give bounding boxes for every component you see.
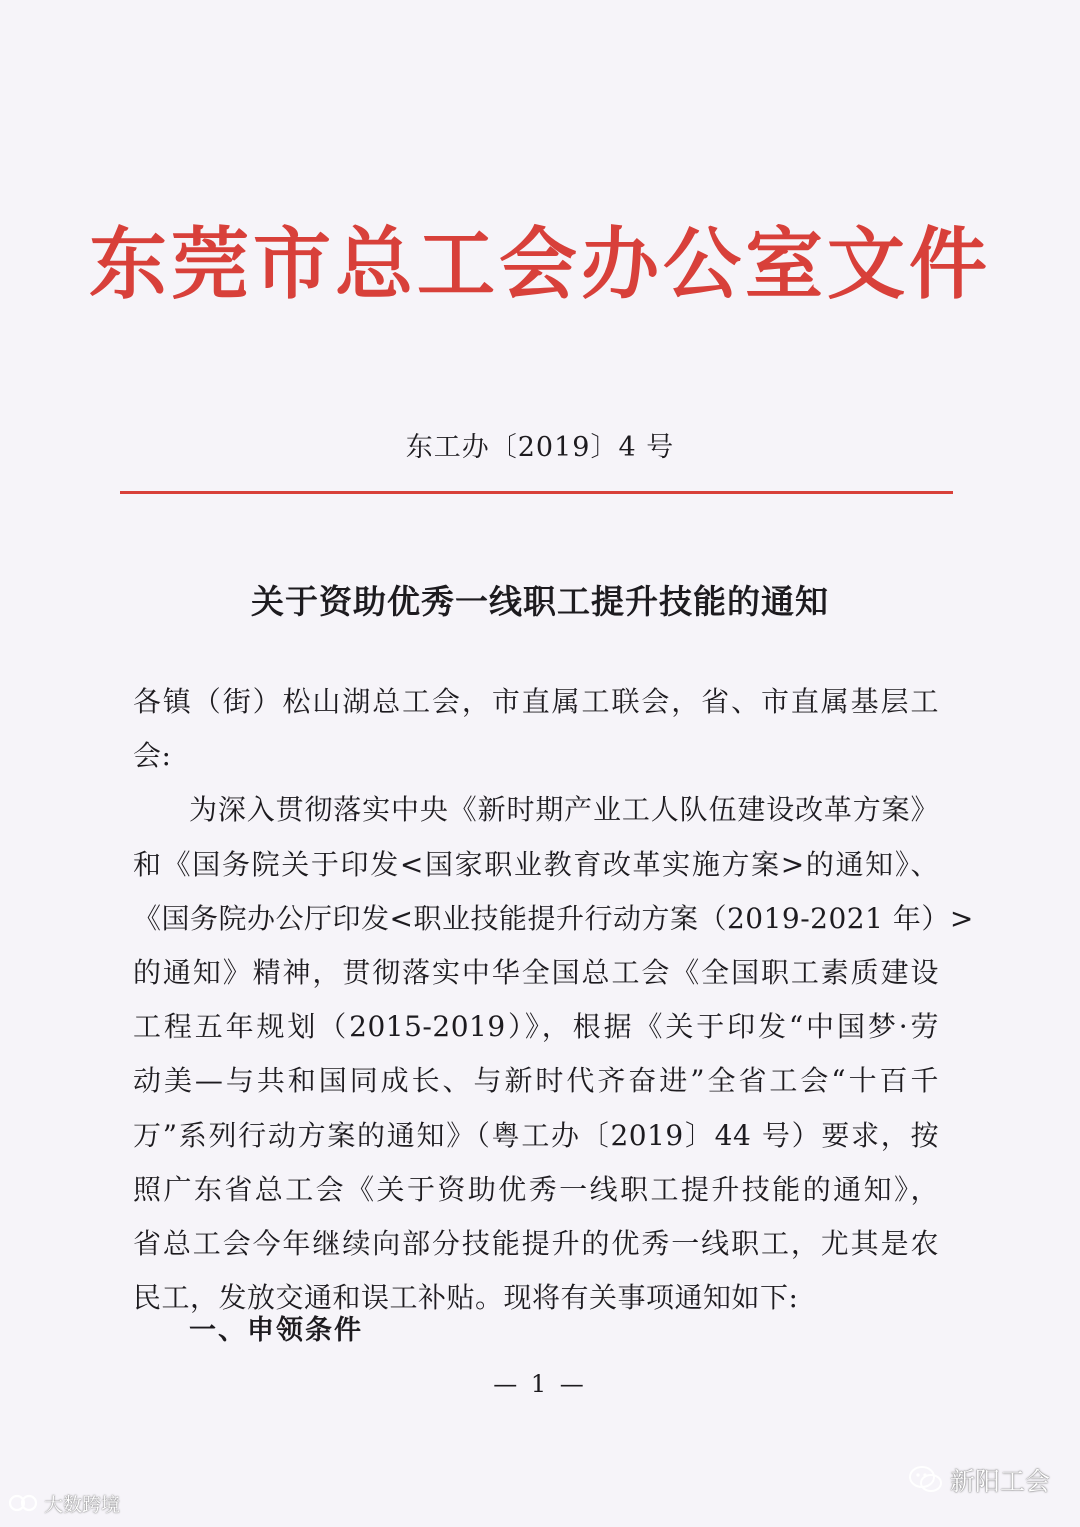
watermark-right-text: 新阳工会 — [949, 1467, 1050, 1496]
watermark-right — [908, 1460, 1050, 1500]
body-line: 民工，发放交通和误工补贴。现将有关事项通知如下: — [133, 1281, 799, 1315]
body-line: 动美—与共和国同成长、与新时代齐奋进”全省工会“十百千 — [133, 1064, 939, 1098]
body-line: 为深入贯彻落实中央《新时期产业工人队伍建设改革方案》 — [189, 793, 939, 827]
wechat-icon — [908, 1464, 944, 1496]
red-divider — [120, 491, 953, 494]
document-number: 东工办〔2019〕4 号 — [405, 432, 675, 463]
page-number: — 1 — — [493, 1370, 587, 1398]
watermark-left — [8, 1488, 120, 1518]
body-line: 万”系列行动方案的通知》（粤工办〔2019〕44 号）要求，按 — [133, 1118, 939, 1152]
body-line: 工程五年规划（2015-2019）》，根据《关于印发“中国梦·劳 — [133, 1010, 939, 1044]
brand-icon — [8, 1493, 38, 1513]
body-line: 各镇（街）松山湖总工会，市直属工联会，省、市直属基层工 — [133, 685, 939, 718]
document-header-title: 东莞市总工会办公室文件 — [88, 220, 991, 310]
body-line: 的通知》精神，贯彻落实中华全国总工会《全国职工素质建设 — [133, 955, 939, 989]
notice-title: 关于资助优秀一线职工提升技能的通知 — [251, 582, 829, 621]
watermark-left-text: 大数跨境 — [44, 1493, 121, 1516]
section-heading: 一、申领条件 — [189, 1315, 363, 1346]
body-line: 会: — [133, 739, 172, 773]
notice-body — [133, 680, 974, 1330]
body-line: 和《国务院关于印发<国家职业教育改革实施方案>的通知》、 — [133, 847, 939, 881]
body-line: 照广东省总工会《关于资助优秀一线职工提升技能的通知》， — [133, 1172, 939, 1206]
body-line: 《国务院办公厅印发<职业技能提升行动方案（2019-2021 年）> — [133, 901, 974, 935]
body-line: 省总工会今年继续向部分技能提升的优秀一线职工，尤其是农 — [133, 1226, 939, 1260]
